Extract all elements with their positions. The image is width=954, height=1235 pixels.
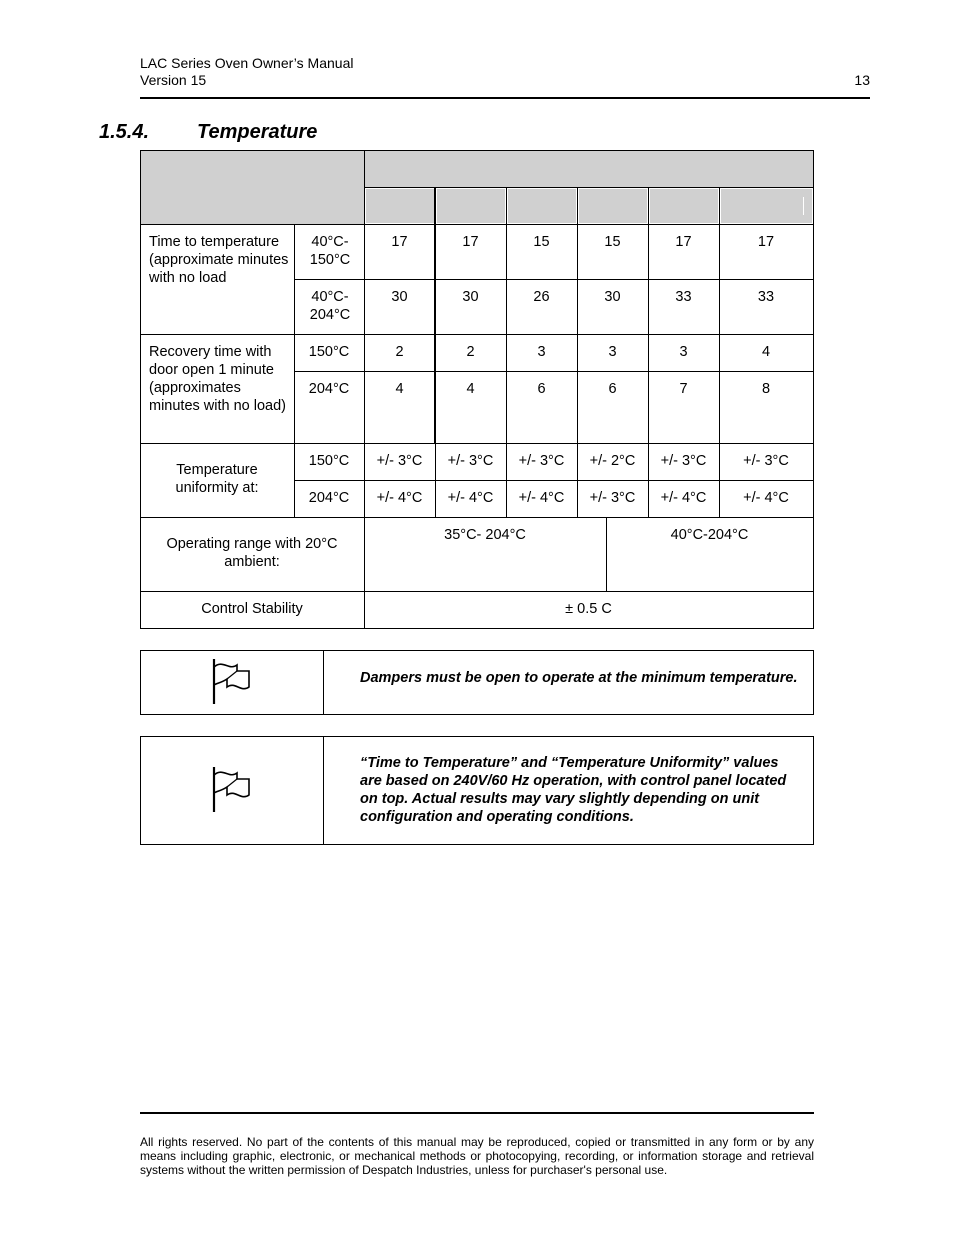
value-cell: 7: [679, 381, 688, 397]
note-box-test-conditions: [140, 736, 814, 845]
value-cell: +/- 4°C: [743, 490, 789, 506]
table-rule: [648, 187, 649, 518]
value-cell: 33: [675, 289, 692, 305]
model-header-cell: [508, 189, 576, 223]
value-cell: 3: [608, 344, 617, 360]
header-shade: [364, 150, 813, 187]
header-shade: [140, 150, 364, 224]
flag-icon: [211, 765, 251, 813]
table-rule: [506, 187, 507, 518]
operating-range-label: Operating range with 20°C ambient:: [166, 536, 338, 570]
value-cell: 17: [391, 234, 408, 250]
value-cell: 4: [395, 381, 404, 397]
table-rule: [364, 187, 814, 188]
recovery-time-label: Recovery time with door open 1 minute (approximates minutes with no load): [149, 344, 287, 414]
section-title: Temperature: [197, 121, 318, 143]
table-rule: [294, 279, 814, 280]
value-cell: +/- 4°C: [376, 490, 423, 506]
temperature-cell: 150°C: [308, 453, 350, 469]
header-divider: [140, 97, 870, 99]
value-cell: +/- 3°C: [589, 490, 636, 506]
table-rule: [434, 187, 435, 444]
temperature-cell: 204°C: [308, 490, 350, 506]
table-rule: [140, 150, 814, 151]
value-cell: 2: [466, 344, 475, 360]
temperature-cell: 204°C: [308, 381, 350, 397]
table-rule: [140, 334, 814, 335]
note-box-dampers: [140, 650, 814, 715]
model-header-cell: [650, 189, 718, 223]
value-cell: +/- 2°C: [589, 453, 636, 469]
manual-title: LAC Series Oven Owner’s Manual: [140, 55, 354, 71]
value-cell: 4: [466, 381, 475, 397]
model-header-cell: [366, 189, 434, 223]
value-cell: 26: [533, 289, 550, 305]
note-divider: [323, 737, 324, 844]
table-rule: [140, 150, 141, 629]
section-number: 1.5.4.: [99, 121, 150, 143]
table-rule: [719, 187, 720, 518]
value-cell: 2: [395, 344, 404, 360]
manual-version: Version 15: [140, 72, 207, 88]
value-cell: 30: [604, 289, 621, 305]
table-rule: [606, 517, 607, 592]
value-cell: 30: [391, 289, 408, 305]
value-cell: +/- 4°C: [447, 490, 494, 506]
table-rule: [294, 371, 814, 372]
table-rule: [140, 224, 814, 225]
model-header-cell: [437, 189, 505, 223]
value-cell: +/- 3°C: [447, 453, 494, 469]
table-rule: [140, 591, 814, 592]
copyright-notice: All rights reserved. No part of the contents of this manual may be reproduced, copied or transmitted in any form or by any means including graphic, electronic, or mechanical methods or photocopying, recording, or information storage and retrieval systems without the written permission of Despatch Industries, unless for purchaser's personal use.: [140, 1135, 814, 1177]
time-to-temp-label: Time to temperature (approximate minutes with no load: [149, 234, 289, 286]
table-rule: [813, 150, 814, 629]
operating-range-value: 40°C-204°C: [670, 527, 749, 543]
temperature-spec-table: [140, 150, 814, 629]
value-cell: 3: [537, 344, 546, 360]
model-header-cell: [721, 189, 812, 223]
temp-range-cell: 40°C-150°C: [309, 234, 351, 268]
value-cell: 6: [608, 381, 617, 397]
value-cell: +/- 3°C: [743, 453, 789, 469]
footer-divider: [140, 1112, 814, 1114]
control-stability-value: ± 0.5 C: [565, 601, 612, 617]
table-rule: [140, 628, 814, 629]
value-cell: +/- 4°C: [660, 490, 707, 506]
value-cell: 6: [537, 381, 546, 397]
uniformity-label: Temperature uniformity at:: [175, 462, 259, 496]
value-cell: 3: [679, 344, 688, 360]
table-rule: [577, 187, 578, 518]
table-rule: [364, 150, 365, 629]
note-text: “Time to Temperature” and “Temperature Uniformity” values are based on 240V/60 Hz operation, with control panel located on top. Actual results may vary slightly depending on unit configuration and operating conditions.: [360, 755, 787, 825]
temperature-cell: 150°C: [308, 344, 350, 360]
value-cell: 15: [533, 234, 550, 250]
control-stability-label: Control Stability: [201, 601, 303, 617]
header-mark: [803, 197, 804, 215]
note-text: Dampers must be open to operate at the minimum temperature.: [360, 670, 798, 686]
value-cell: 8: [761, 381, 771, 397]
value-cell: +/- 3°C: [518, 453, 565, 469]
value-cell: 17: [675, 234, 692, 250]
flag-icon: [211, 657, 251, 705]
value-cell: 15: [604, 234, 621, 250]
value-cell: 17: [462, 234, 479, 250]
model-header-cell: [579, 189, 647, 223]
table-rule: [140, 443, 814, 444]
value-cell: +/- 3°C: [660, 453, 707, 469]
note-divider: [323, 651, 324, 714]
table-rule: [294, 480, 814, 481]
operating-range-value: 35°C- 204°C: [444, 527, 526, 543]
table-rule: [140, 517, 814, 518]
table-rule: [294, 224, 295, 518]
page-number: 13: [854, 72, 870, 88]
value-cell: 17: [757, 234, 775, 250]
value-cell: 4: [761, 344, 771, 360]
table-rule: [435, 187, 436, 518]
value-cell: 30: [462, 289, 479, 305]
temp-range-cell: 40°C-204°C: [309, 289, 351, 323]
value-cell: +/- 4°C: [518, 490, 565, 506]
value-cell: 33: [757, 289, 775, 305]
value-cell: +/- 3°C: [376, 453, 423, 469]
